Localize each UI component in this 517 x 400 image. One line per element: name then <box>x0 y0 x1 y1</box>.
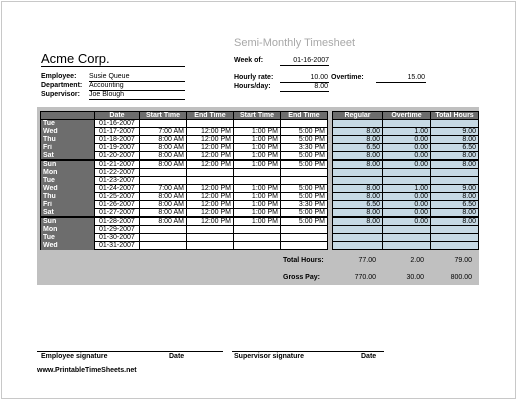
end-time-1-cell[interactable]: 12:00 PM <box>187 160 234 169</box>
gross-pay-overtime: 30.00 <box>406 274 424 281</box>
start-time-2-cell[interactable] <box>234 226 281 234</box>
employee-name-field[interactable]: Susie Queue <box>89 73 185 82</box>
table-row <box>41 193 479 201</box>
end-time-1-cell[interactable]: 12:00 PM <box>187 185 234 193</box>
start-time-1-cell[interactable]: 8:00 AM <box>140 144 187 152</box>
supervisor-field[interactable]: Joe Blough <box>89 91 185 100</box>
footer-website-link[interactable]: www.PrintableTimeSheets.net <box>37 367 137 374</box>
hourly-rate-field[interactable]: 10.00 <box>280 74 329 83</box>
table-row <box>41 152 479 161</box>
regular-hours-cell: 8.00 <box>333 209 383 218</box>
total-hours-cell <box>431 169 479 177</box>
start-time-1-cell[interactable]: 8:00 AM <box>140 152 187 161</box>
day-cell: Sun <box>41 160 95 169</box>
table-row <box>41 217 479 226</box>
start-time-2-cell[interactable]: 1:00 PM <box>234 136 281 144</box>
total-hours-cell <box>431 120 479 128</box>
end-time-2-cell[interactable] <box>281 177 328 185</box>
regular-hours-cell <box>333 169 383 177</box>
start-time-1-cell[interactable]: 8:00 AM <box>140 160 187 169</box>
date-cell[interactable]: 01-17-2007 <box>95 128 140 136</box>
date-cell[interactable]: 01-28-2007 <box>95 217 140 226</box>
overtime-rate-label: Overtime: <box>331 74 364 81</box>
date-cell[interactable]: 01-24-2007 <box>95 185 140 193</box>
table-row <box>41 144 479 152</box>
hours-per-day-field[interactable]: 8.00 <box>280 83 329 92</box>
supervisor-signature-line[interactable] <box>232 351 384 352</box>
table-row <box>41 128 479 136</box>
supervisor-label: Supervisor: <box>41 91 80 98</box>
start-time-1-cell[interactable] <box>140 226 187 234</box>
day-cell: Sat <box>41 152 95 161</box>
start-time-1-cell[interactable] <box>140 242 187 250</box>
end-time-2-cell[interactable] <box>281 226 328 234</box>
regular-hours-cell: 8.00 <box>333 185 383 193</box>
start-time-1-cell[interactable] <box>140 234 187 242</box>
regular-hours-cell: 8.00 <box>333 193 383 201</box>
day-cell: Fri <box>41 144 95 152</box>
start-time-1-cell[interactable] <box>140 120 187 128</box>
regular-hours-cell <box>333 120 383 128</box>
end-time-1-cell[interactable]: 12:00 PM <box>187 136 234 144</box>
start-time-2-cell[interactable] <box>234 177 281 185</box>
start-time-2-cell[interactable]: 1:00 PM <box>234 193 281 201</box>
overtime-hours-cell: 0.00 <box>383 209 431 218</box>
total-hours-cell <box>431 226 479 234</box>
end-time-2-cell[interactable] <box>281 242 328 250</box>
start-time-1-cell[interactable]: 7:00 AM <box>140 128 187 136</box>
total-hours-cell: 8.00 <box>431 160 479 169</box>
department-label: Department: <box>41 82 83 89</box>
end-time-1-cell[interactable]: 12:00 PM <box>187 217 234 226</box>
timesheet-table <box>40 111 479 250</box>
start-time-2-cell[interactable]: 1:00 PM <box>234 209 281 218</box>
end-time-2-cell[interactable]: 3:30 PM <box>281 144 328 152</box>
end-time-1-cell[interactable]: 12:00 PM <box>187 193 234 201</box>
total-hours-cell: 8.00 <box>431 193 479 201</box>
total-hours-cell: 8.00 <box>431 136 479 144</box>
date-cell[interactable]: 01-20-2007 <box>95 152 140 161</box>
start-time-2-cell[interactable]: 1:00 PM <box>234 128 281 136</box>
total-hours-cell: 9.00 <box>431 128 479 136</box>
date-cell[interactable]: 01-30-2007 <box>95 234 140 242</box>
start-time-2-cell[interactable]: 1:00 PM <box>234 152 281 161</box>
hours-per-day-label: Hours/day: <box>234 83 271 90</box>
table-header-row <box>41 112 479 120</box>
start-time-1-cell[interactable] <box>140 169 187 177</box>
end-time-1-cell[interactable]: 12:00 PM <box>187 152 234 161</box>
total-hours-cell: 6.50 <box>431 201 479 209</box>
end-time-1-cell[interactable]: 12:00 PM <box>187 144 234 152</box>
employee-label: Employee: <box>41 73 77 80</box>
regular-hours-cell <box>333 177 383 185</box>
regular-hours-cell: 8.00 <box>333 152 383 161</box>
table-row <box>41 160 479 169</box>
start-time-1-cell[interactable]: 8:00 AM <box>140 193 187 201</box>
regular-hours-cell: 8.00 <box>333 128 383 136</box>
end-time-2-cell[interactable]: 5:00 PM <box>281 193 328 201</box>
gross-pay-regular: 770.00 <box>354 274 376 281</box>
total-hours-cell: 8.00 <box>431 152 479 161</box>
end-time-1-cell[interactable] <box>187 120 234 128</box>
end-time-2-cell[interactable]: 5:00 PM <box>281 217 328 226</box>
start-time-2-cell[interactable]: 1:00 PM <box>234 185 281 193</box>
overtime-hours-cell: 0.00 <box>383 152 431 161</box>
column-header: Overtime <box>383 112 431 120</box>
regular-hours-cell <box>333 242 383 250</box>
date-cell[interactable]: 01-23-2007 <box>95 177 140 185</box>
start-time-1-cell[interactable]: 8:00 AM <box>140 136 187 144</box>
table-row <box>41 177 479 185</box>
end-time-1-cell[interactable] <box>187 169 234 177</box>
column-header: Date <box>95 112 140 120</box>
day-cell: Mon <box>41 169 95 177</box>
regular-hours-cell: 8.00 <box>333 136 383 144</box>
regular-hours-cell: 8.00 <box>333 160 383 169</box>
regular-hours-cell <box>333 234 383 242</box>
start-time-2-cell[interactable]: 1:00 PM <box>234 160 281 169</box>
supervisor-date-label: Date <box>361 353 377 360</box>
hourly-rate-label: Hourly rate: <box>234 74 274 81</box>
total-hours-label: Total Hours: <box>283 257 324 264</box>
start-time-1-cell[interactable]: 8:00 AM <box>140 201 187 209</box>
day-cell: Mon <box>41 226 95 234</box>
column-header: Start Time <box>140 112 187 120</box>
table-row <box>41 226 479 234</box>
overtime-hours-cell <box>383 120 431 128</box>
end-time-1-cell[interactable] <box>187 242 234 250</box>
column-header: Regular <box>333 112 383 120</box>
overtime-hours-cell: 0.00 <box>383 144 431 152</box>
regular-hours-cell: 6.50 <box>333 144 383 152</box>
date-cell[interactable]: 01-31-2007 <box>95 242 140 250</box>
overtime-hours-cell <box>383 169 431 177</box>
employee-date-label: Date <box>169 353 185 360</box>
start-time-1-cell[interactable]: 8:00 AM <box>140 217 187 226</box>
end-time-1-cell[interactable] <box>187 177 234 185</box>
overtime-hours-cell: 1.00 <box>383 185 431 193</box>
day-cell: Thu <box>41 136 95 144</box>
end-time-1-cell[interactable]: 12:00 PM <box>187 201 234 209</box>
overtime-hours-cell <box>383 242 431 250</box>
date-cell[interactable]: 01-22-2007 <box>95 169 140 177</box>
overtime-hours-cell <box>383 177 431 185</box>
end-time-2-cell[interactable]: 5:00 PM <box>281 136 328 144</box>
day-cell: Fri <box>41 201 95 209</box>
date-cell[interactable]: 01-16-2007 <box>95 120 140 128</box>
column-header: Start Time <box>234 112 281 120</box>
employee-signature-line[interactable] <box>37 351 223 352</box>
timesheet-title: Semi-Monthly Timesheet <box>234 37 356 49</box>
total-hours-cell: 8.00 <box>431 217 479 226</box>
column-header-day <box>41 112 95 120</box>
total-hours-cell: 9.00 <box>431 185 479 193</box>
end-time-2-cell[interactable]: 3:30 PM <box>281 201 328 209</box>
end-time-1-cell[interactable]: 12:00 PM <box>187 128 234 136</box>
total-hours-cell <box>431 234 479 242</box>
start-time-2-cell[interactable] <box>234 169 281 177</box>
overtime-rate-field[interactable]: 15.00 <box>376 74 426 83</box>
start-time-2-cell[interactable]: 1:00 PM <box>234 144 281 152</box>
day-cell: Tue <box>41 234 95 242</box>
total-hours-cell <box>431 242 479 250</box>
table-row <box>41 185 479 193</box>
end-time-1-cell[interactable] <box>187 226 234 234</box>
end-time-2-cell[interactable]: 5:00 PM <box>281 160 328 169</box>
day-cell: Wed <box>41 185 95 193</box>
total-hours-cell <box>431 177 479 185</box>
day-cell: Wed <box>41 128 95 136</box>
table-row <box>41 201 479 209</box>
start-time-2-cell[interactable]: 1:00 PM <box>234 201 281 209</box>
regular-hours-cell: 8.00 <box>333 217 383 226</box>
date-cell[interactable]: 01-21-2007 <box>95 160 140 169</box>
total-hours-cell: 6.50 <box>431 144 479 152</box>
end-time-2-cell[interactable]: 5:00 PM <box>281 209 328 218</box>
table-row <box>41 120 479 128</box>
total-regular-hours: 77.00 <box>358 257 376 264</box>
table-row <box>41 136 479 144</box>
column-header: End Time <box>281 112 328 120</box>
overtime-hours-cell: 0.00 <box>383 201 431 209</box>
day-cell: Wed <box>41 242 95 250</box>
date-cell[interactable]: 01-29-2007 <box>95 226 140 234</box>
overtime-hours-cell <box>383 234 431 242</box>
date-cell[interactable]: 01-25-2007 <box>95 193 140 201</box>
end-time-2-cell[interactable] <box>281 234 328 242</box>
overtime-hours-cell: 0.00 <box>383 193 431 201</box>
date-cell[interactable]: 01-19-2007 <box>95 144 140 152</box>
start-time-1-cell[interactable] <box>140 177 187 185</box>
total-hours-sum: 79.00 <box>454 257 472 264</box>
end-time-1-cell[interactable]: 12:00 PM <box>187 209 234 218</box>
week-of-label: Week of: <box>234 57 264 64</box>
employee-signature-label: Employee signature <box>41 353 108 360</box>
regular-hours-cell: 6.50 <box>333 201 383 209</box>
end-time-2-cell[interactable] <box>281 120 328 128</box>
overtime-hours-cell <box>383 226 431 234</box>
gross-pay-label: Gross Pay: <box>283 274 320 281</box>
end-time-2-cell[interactable] <box>281 169 328 177</box>
gross-pay-total: 800.00 <box>450 274 472 281</box>
end-time-2-cell[interactable]: 5:00 PM <box>281 152 328 161</box>
company-name: Acme Corp. <box>41 51 185 67</box>
total-hours-cell: 8.00 <box>431 209 479 218</box>
table-row <box>41 209 479 218</box>
start-time-2-cell[interactable] <box>234 120 281 128</box>
table-row <box>41 234 479 242</box>
date-cell[interactable]: 01-27-2007 <box>95 209 140 218</box>
date-cell[interactable]: 01-18-2007 <box>95 136 140 144</box>
end-time-1-cell[interactable] <box>187 234 234 242</box>
end-time-2-cell[interactable]: 5:00 PM <box>281 128 328 136</box>
date-cell[interactable]: 01-26-2007 <box>95 201 140 209</box>
week-of-field[interactable]: 01-16-2007 <box>280 57 329 66</box>
table-row <box>41 242 479 250</box>
day-cell: Tue <box>41 120 95 128</box>
start-time-1-cell[interactable]: 8:00 AM <box>140 209 187 218</box>
end-time-2-cell[interactable]: 5:00 PM <box>281 185 328 193</box>
column-header: Total Hours <box>431 112 479 120</box>
start-time-2-cell[interactable] <box>234 234 281 242</box>
overtime-hours-cell: 0.00 <box>383 160 431 169</box>
overtime-hours-cell: 0.00 <box>383 136 431 144</box>
start-time-1-cell[interactable]: 7:00 AM <box>140 185 187 193</box>
regular-hours-cell <box>333 226 383 234</box>
start-time-2-cell[interactable] <box>234 242 281 250</box>
supervisor-signature-label: Supervisor signature <box>234 353 305 360</box>
overtime-hours-cell: 0.00 <box>383 217 431 226</box>
column-header: End Time <box>187 112 234 120</box>
day-cell: Thu <box>41 193 95 201</box>
day-cell: Sun <box>41 217 95 226</box>
table-row <box>41 169 479 177</box>
department-field[interactable]: Accounting <box>89 82 185 91</box>
total-overtime-hours: 2.00 <box>410 257 424 264</box>
start-time-2-cell[interactable]: 1:00 PM <box>234 217 281 226</box>
day-cell: Sat <box>41 209 95 218</box>
overtime-hours-cell: 1.00 <box>383 128 431 136</box>
day-cell: Tue <box>41 177 95 185</box>
